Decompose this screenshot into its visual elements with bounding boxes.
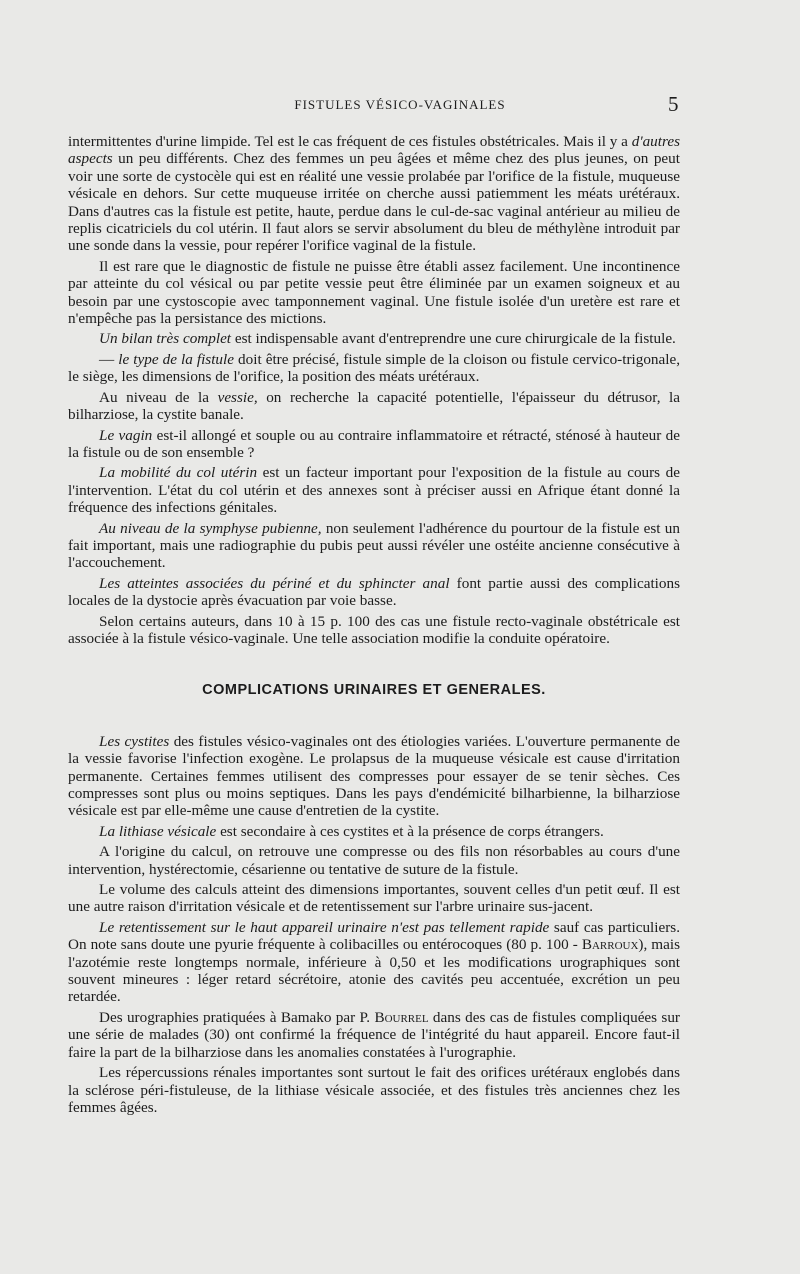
- italic-phrase: vessie,: [217, 388, 258, 406]
- author-name: Bourrel: [374, 1008, 429, 1026]
- text-run: —: [99, 350, 119, 368]
- paragraph: [68, 520, 680, 572]
- paragraph: [68, 389, 680, 424]
- paragraph: [68, 823, 680, 840]
- paragraph: [68, 1009, 680, 1061]
- paragraph: Selon certains auteurs, dans 10 à 15 p. 100 des cas une fistule recto-vaginale obstétricale est associée à la fistule vésico-vaginale. Une telle association modifie la conduite opératoire.: [68, 612, 680, 647]
- running-title: FISTULES VÉSICO-VAGINALES: [294, 97, 506, 112]
- section-heading: COMPLICATIONS URINAIRES ET GENERALES.: [202, 682, 546, 699]
- italic-phrase: le type de la fistule: [118, 350, 234, 368]
- text-run: des fistules vésico-vaginales ont des étiologies variées. L'ouverture permanente de la vessie favorise l'infection exogène. Le prolapsus de la muqueuse vésicale est cause d'irritation permanente. Certaines femmes utilisent des compresses pour essayer de se tenir sèches. Ces compresses sont plus ou moins septiques. Dans les pays d'endémicité bilharbienne, la bilharziose vésicale est par elle-même une cause d'entretien de la cystite.: [68, 732, 680, 820]
- body-text: [68, 133, 680, 1116]
- paragraph: [68, 575, 680, 610]
- italic-phrase: d'autres aspects: [68, 133, 680, 168]
- text-run: est secondaire à ces cystites et à la présence de corps étrangers.: [216, 822, 604, 840]
- author-name: Barroux: [581, 936, 639, 954]
- text-run: non seulement l'adhérence du pourtour de la fistule est un fait important, mais une radiographie du pubis peut aussi révéler une ostéite ancienne consécutive à l'accouchement.: [68, 519, 680, 572]
- italic-phrase: Les cystites: [99, 732, 170, 750]
- italic-phrase: Le vagin: [99, 426, 153, 444]
- italic-phrase: La lithiase vésicale: [99, 822, 217, 840]
- italic-phrase: Le retentissement sur le haut appareil urinaire n'est pas tellement rapide: [99, 918, 550, 936]
- text-run: Des urographies pratiquées à Bamako par P.: [99, 1008, 375, 1026]
- text-run: ), mais l'azotémie reste longtemps normale, inférieure à 0,50 et les modifications urographiques sont souvent mineures : léger retard sécrétoire, atonie des cavités peu accentuée, excrétion un peu retardée.: [68, 936, 680, 1006]
- italic-phrase: Les atteintes associées du périné et du sphincter anal: [99, 574, 450, 592]
- paragraph: Le volume des calculs atteint des dimensions importantes, souvent celles d'un petit œuf. Il est une autre raison d'irritation vésicale et de retentissement sur l'arbre urinaire sus-jacent.: [68, 881, 680, 916]
- italic-phrase: Au niveau de la symphyse pubienne,: [99, 519, 322, 537]
- paragraph: [68, 464, 680, 516]
- italic-phrase: La mobilité du col utérin: [99, 464, 258, 482]
- paragraph: [68, 133, 680, 255]
- text-run: est un facteur important pour l'exposition de la fistule au cours de l'intervention. L'état du col utérin et des annexes sont à préciser aussi en Afrique étant donné la fréquence des infections génitales.: [68, 464, 680, 517]
- page-number: 5: [668, 92, 679, 116]
- paragraph: Il est rare que le diagnostic de fistule ne puisse être établi assez facilement. Une incontinence par atteinte du col vésical ou par petite vessie peut être éliminée par un examen soigneux et au besoin par une cystoscopie avec tamponnement vaginal. Une fistule isolée d'un uretère est rare et n'empêche pas la persistance des mictions.: [68, 257, 680, 328]
- text-run: doit être précisé, fistule simple de la cloison ou fistule cervico-trigonale, le siège, les dimensions de l'orifice, la position des méats urétéraux.: [68, 350, 681, 386]
- text-run: on recherche la capacité potentielle, l'épaisseur du détrusor, la bilharziose, la cystite banale.: [68, 388, 681, 424]
- text-run: intermittentes d'urine limpide. Tel est le cas fréquent de ces fistules obstétricales. Mais il y a: [68, 133, 632, 150]
- paragraph: [68, 919, 680, 1006]
- paragraph: [68, 351, 680, 386]
- text-run: est-il allongé et souple ou au contraire inflammatoire et rétracté, sténosé à hauteur de la fistule ou de son ensemble ?: [68, 426, 680, 461]
- paragraph: A l'origine du calcul, on retrouve une compresse ou des fils non résorbables au cours d'une intervention, hystérectomie, césarienne ou tentative de suture de la fistule.: [68, 843, 680, 878]
- text-run: est indispensable avant d'entreprendre une cure chirurgicale de la fistule.: [231, 330, 676, 348]
- paragraph: [68, 733, 680, 820]
- italic-phrase: Un bilan très complet: [99, 330, 232, 348]
- paragraph: [68, 427, 680, 462]
- text-run: un peu différents. Chez des femmes un peu âgées et même chez des plus jeunes, on peut voir une sorte de cystocèle qui est en réalité une vessie prolabée par l'orifice de la fistule, muqueuse vésicale en dehors. Sur cette muqueuse irritée on cherche aussi patiemment les méats urétéraux. Dans d'autres cas la fistule est petite, haute, perdue dans le cul-de-sac vaginal antérieur au milieu de replis cicatriciels du col utérin. Il faut alors se servir absolument du bleu de méthylène introduit par une sonde dans la vessie, pour repérer l'orifice vaginal de la fistule.: [68, 150, 680, 255]
- paragraph: Les répercussions rénales importantes sont surtout le fait des orifices urétéraux englobés dans la sclérose péri-fistuleuse, de la lithiase vésicale associée, et des fistules très anciennes chez les femmes âgées.: [68, 1064, 680, 1116]
- text-run: dans des cas de fistules compliquées sur une série de malades (30) ont confirmé la fréquence de l'intégrité du haut appareil. Encore faut-il faire la part de la bilharziose dans les anomalies constatées à l'urographie.: [68, 1008, 680, 1061]
- text-run: font partie aussi des complications locales de la dystocie après évacuation par voie basse.: [68, 574, 681, 610]
- text-run: Au niveau de la: [99, 388, 218, 406]
- paragraph: [68, 330, 680, 347]
- text-run: sauf cas particuliers. On note sans doute une pyurie fréquente à colibacilles ou entérocoques (80 p. 100 -: [68, 918, 680, 954]
